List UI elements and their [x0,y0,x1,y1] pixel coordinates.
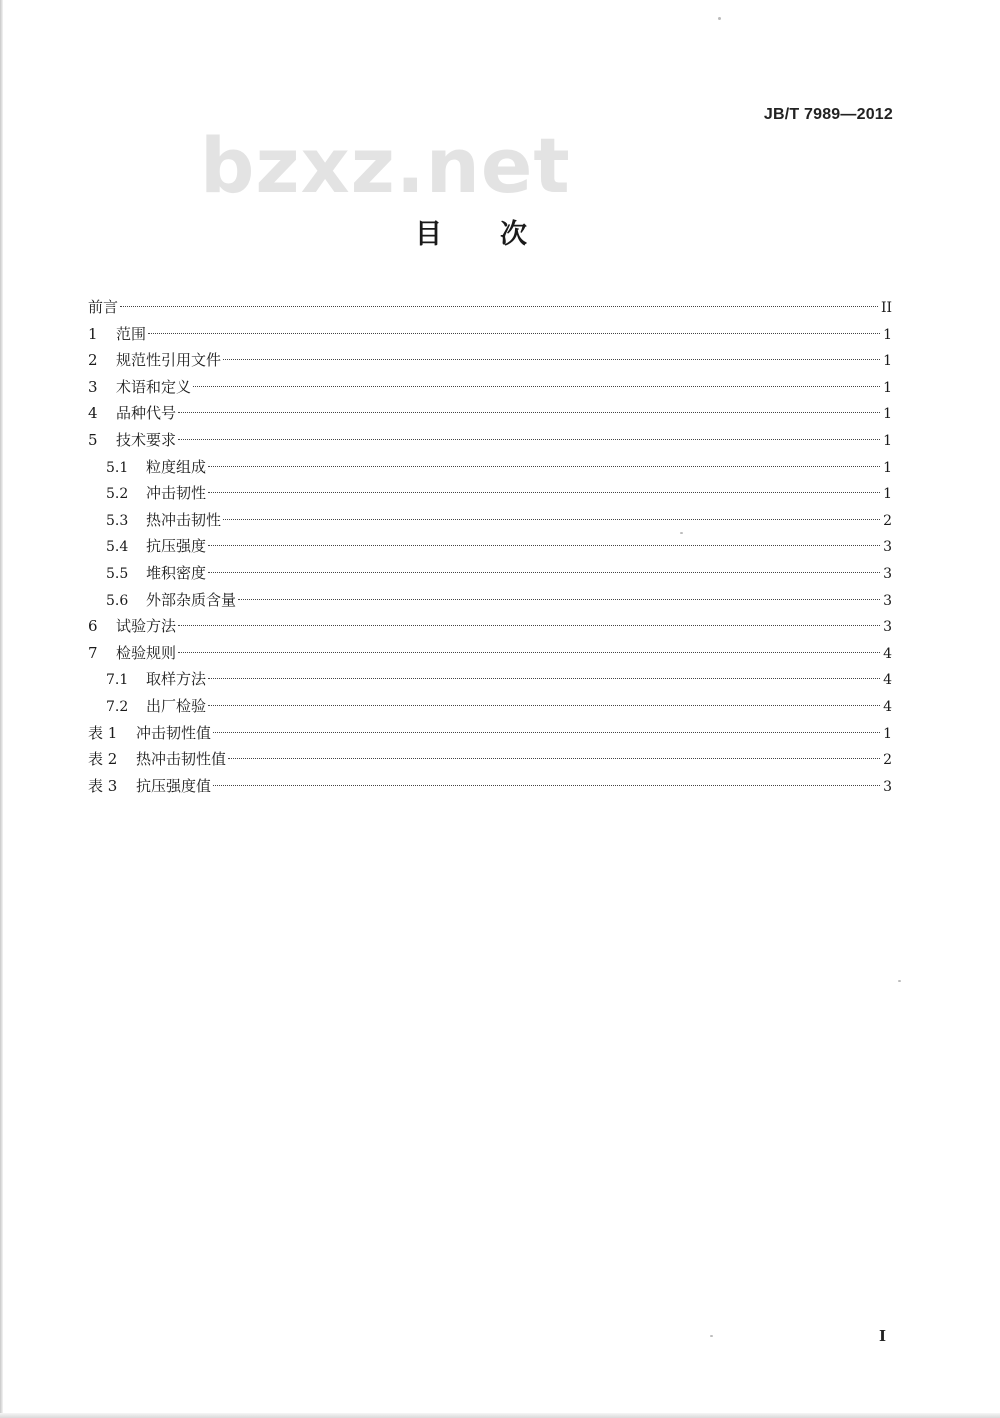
toc-entry-page: 1 [883,326,892,343]
toc-entry-page: 4 [883,645,892,662]
toc-entry-number: 4 [88,404,98,423]
toc-entry-label: 技术要求 [116,430,177,449]
toc-entry[interactable] [88,587,892,614]
toc-dot-leader [178,625,880,626]
toc-dot-leader [223,519,880,520]
toc-entry-number: 5.2 [106,486,129,503]
toc-entry-label: 外部杂质含量 [146,590,237,609]
toc-entry-label: 堆积密度 [146,563,207,582]
toc-entry-number: 5.5 [106,565,129,582]
toc-entry-number: 5.6 [106,592,129,609]
toc-entry-page: 1 [883,725,892,742]
toc-dot-leader [223,359,880,360]
scan-speck [710,1335,713,1337]
toc-dot-leader [193,386,880,387]
toc-entry[interactable] [88,720,892,747]
toc-entry-number: 7.2 [106,698,129,715]
toc-entry-number: 1 [88,324,98,343]
toc-dot-leader [228,758,880,759]
toc-entry[interactable] [88,347,892,374]
toc-entry[interactable] [88,773,892,800]
toc-entry-number: 表 3 [88,776,118,795]
scan-speck [898,980,901,982]
toc-entry-label: 冲击韧性值 [136,723,212,742]
toc-entry-label: 出厂检验 [146,696,207,715]
scan-edge-bottom [0,1413,1000,1418]
page-number: I [878,1327,886,1345]
toc-dot-leader [208,492,880,493]
table-of-contents [88,294,892,799]
toc-entry-page: 3 [883,778,892,795]
toc-entry-label: 粒度组成 [146,457,207,476]
toc-entry[interactable] [88,321,892,348]
toc-entry-label: 取样方法 [146,670,207,689]
toc-entry-page: 3 [883,592,892,609]
page-title: 目次 [415,219,585,250]
toc-entry-label: 冲击韧性 [146,484,207,503]
toc-dot-leader [148,333,880,334]
watermark: bzxz.net [200,121,571,210]
toc-dot-leader [208,678,880,679]
toc-entry[interactable] [88,294,892,321]
toc-entry[interactable] [88,533,892,560]
toc-entry-number: 5 [88,430,98,449]
scan-speck [718,17,721,20]
toc-dot-leader [208,705,880,706]
toc-entry-page: 1 [883,486,892,503]
toc-dot-leader [208,545,880,546]
toc-entry[interactable] [88,427,892,454]
toc-entry-label: 抗压强度值 [136,776,212,795]
toc-entry-number: 5.4 [106,539,129,556]
toc-entry-page: 1 [883,432,892,449]
toc-entry[interactable] [88,746,892,773]
toc-entry-number: 5.3 [106,512,129,529]
standard-code: JB/T 7989—2012 [763,106,893,123]
toc-entry-label: 检验规则 [116,643,177,662]
toc-entry-label: 规范性引用文件 [116,351,222,370]
toc-entry[interactable] [88,640,892,667]
toc-entry-number: 2 [88,351,98,370]
toc-entry-label: 热冲击韧性 [146,510,222,529]
toc-entry-page: 2 [883,752,892,769]
toc-dot-leader [178,652,880,653]
toc-entry-number: 5.1 [106,459,129,476]
toc-dot-leader [238,599,880,600]
toc-entry-number: 6 [88,617,98,636]
toc-entry-label: 术语和定义 [116,377,192,396]
toc-dot-leader [213,732,880,733]
toc-entry-label: 抗压强度 [146,537,207,556]
toc-entry[interactable] [88,400,892,427]
toc-dot-leader [178,439,880,440]
scan-speck [680,532,683,534]
toc-entry-label: 品种代号 [116,404,177,423]
toc-dot-leader [208,466,880,467]
toc-entry-number: 表 2 [88,750,118,769]
toc-entry-label: 范围 [116,324,147,343]
toc-dot-leader [120,306,878,307]
toc-dot-leader [208,572,880,573]
toc-dot-leader [213,785,880,786]
toc-entry-number: 3 [88,377,98,396]
toc-entry-page: 4 [883,672,892,689]
toc-entry[interactable] [88,666,892,693]
toc-entry-page: 3 [883,619,892,636]
toc-entry-label: 热冲击韧性值 [136,750,227,769]
toc-entry-page: 1 [883,459,892,476]
toc-entry-number: 7 [88,643,98,662]
toc-entry-page: 2 [883,512,892,529]
toc-entry[interactable] [88,507,892,534]
toc-entry-label: 前言 [88,298,119,316]
toc-entry-page: 3 [883,539,892,556]
toc-entry-page: 4 [883,698,892,715]
toc-entry[interactable] [88,693,892,720]
toc-entry-number: 7.1 [106,672,129,689]
toc-entry[interactable] [88,374,892,401]
toc-dot-leader [178,412,880,413]
toc-entry[interactable] [88,480,892,507]
toc-entry-page: 1 [883,353,892,370]
toc-entry-page: 1 [883,406,892,423]
toc-entry[interactable] [88,613,892,640]
toc-entry-page: 1 [883,379,892,396]
toc-entry-page: II [880,300,892,316]
toc-entry-number: 表 1 [88,723,118,742]
toc-entry-page: 3 [883,565,892,582]
toc-entry[interactable] [88,454,892,481]
toc-entry-label: 试验方法 [116,617,177,636]
toc-entry[interactable] [88,560,892,587]
